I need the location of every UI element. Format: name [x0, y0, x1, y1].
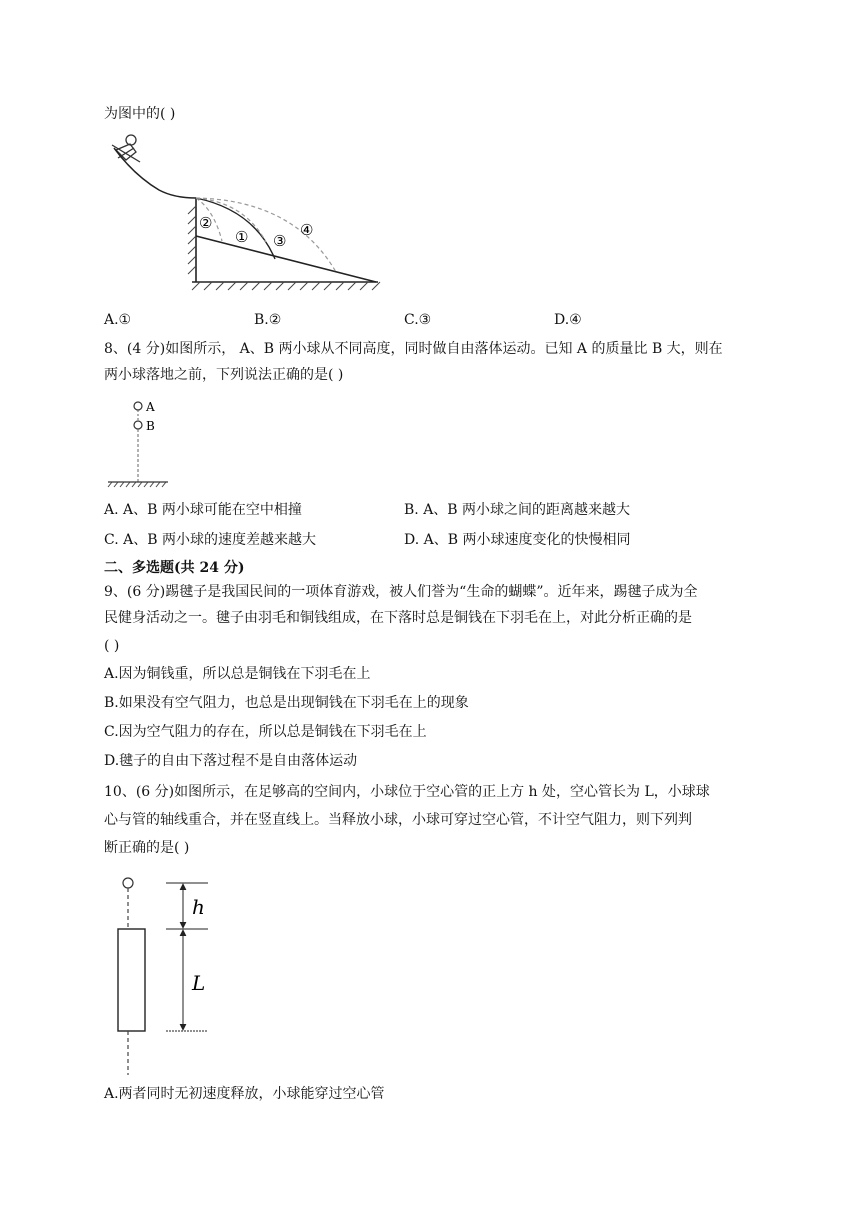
- q10-stem-line-2: 心与管的轴线重合，并在竖直线上。当释放小球，小球可穿过空心管，不计空气阻力，则下列判: [104, 812, 692, 828]
- l-label: L: [192, 971, 206, 995]
- q10-stem-line-1: 10、(6 分)如图所示，在足够高的空间内，小球位于空心管的正上方 h 处，空心管长为 L，小球球: [104, 784, 710, 800]
- ball-b-label: B: [146, 419, 155, 433]
- q10-stem-line-3: 断正确的是( ): [104, 840, 190, 856]
- q9-stem-line-2: 民健身活动之一。毽子由羽毛和铜钱组成，在下落时总是铜钱在下羽毛在上，对此分析正确的是: [104, 610, 692, 626]
- q7-option-c: C.③: [404, 312, 432, 328]
- trajectory-4-label: ④: [300, 221, 314, 239]
- ball-a-label: A: [146, 400, 155, 414]
- q8-stem-line-2: 两小球落地之前，下列说法正确的是( ): [104, 367, 344, 383]
- q7-option-b: B.②: [254, 312, 282, 328]
- q8-option-c: C. A、B 两小球的速度差越来越大: [104, 532, 316, 548]
- q8-option-a: A. A、B 两小球可能在空中相撞: [104, 502, 302, 518]
- q8-stem-line-1: 8、(4 分)如图所示， A、B 两小球从不同高度，同时做自由落体运动。已知 A 的质量比 B 大，则在: [104, 341, 723, 357]
- section-2-heading: 二、多选题(共 24 分): [104, 560, 245, 576]
- q8-balls-figure: [104, 394, 184, 489]
- q7-slope-figure: [104, 130, 394, 295]
- q9-option-a: A.因为铜钱重，所以总是铜钱在下羽毛在上: [104, 666, 371, 682]
- q8-option-b: B. A、B 两小球之间的距离越来越大: [404, 502, 631, 518]
- q9-option-c: C.因为空气阻力的存在，所以总是铜钱在下羽毛在上: [104, 724, 427, 740]
- q9-option-b: B.如果没有空气阻力，也总是出现铜钱在下羽毛在上的现象: [104, 695, 469, 711]
- q8-option-d: D. A、B 两小球速度变化的快慢相同: [404, 532, 631, 548]
- h-label: h: [192, 895, 205, 919]
- question-7-stem-tail: 为图中的( ): [104, 106, 176, 122]
- trajectory-1-label: ①: [235, 228, 249, 246]
- q7-option-a: A.①: [104, 312, 132, 328]
- trajectory-3-label: ③: [273, 232, 287, 250]
- trajectory-2-label: ②: [199, 214, 213, 232]
- q7-option-d: D.④: [554, 312, 582, 328]
- q9-stem-line-1: 9、(6 分)踢毽子是我国民间的一项体育游戏，被人们誉为“生命的蝴蝶”。近年来，踢毽子成为全: [104, 584, 698, 600]
- q9-stem-line-3: ( ): [104, 638, 120, 654]
- q9-option-d: D.毽子的自由下落过程不是自由落体运动: [104, 753, 358, 769]
- q10-tube-figure: [104, 870, 224, 1080]
- skier-icon: [112, 135, 140, 162]
- q10-option-a: A.两者同时无初速度释放，小球能穿过空心管: [104, 1086, 385, 1102]
